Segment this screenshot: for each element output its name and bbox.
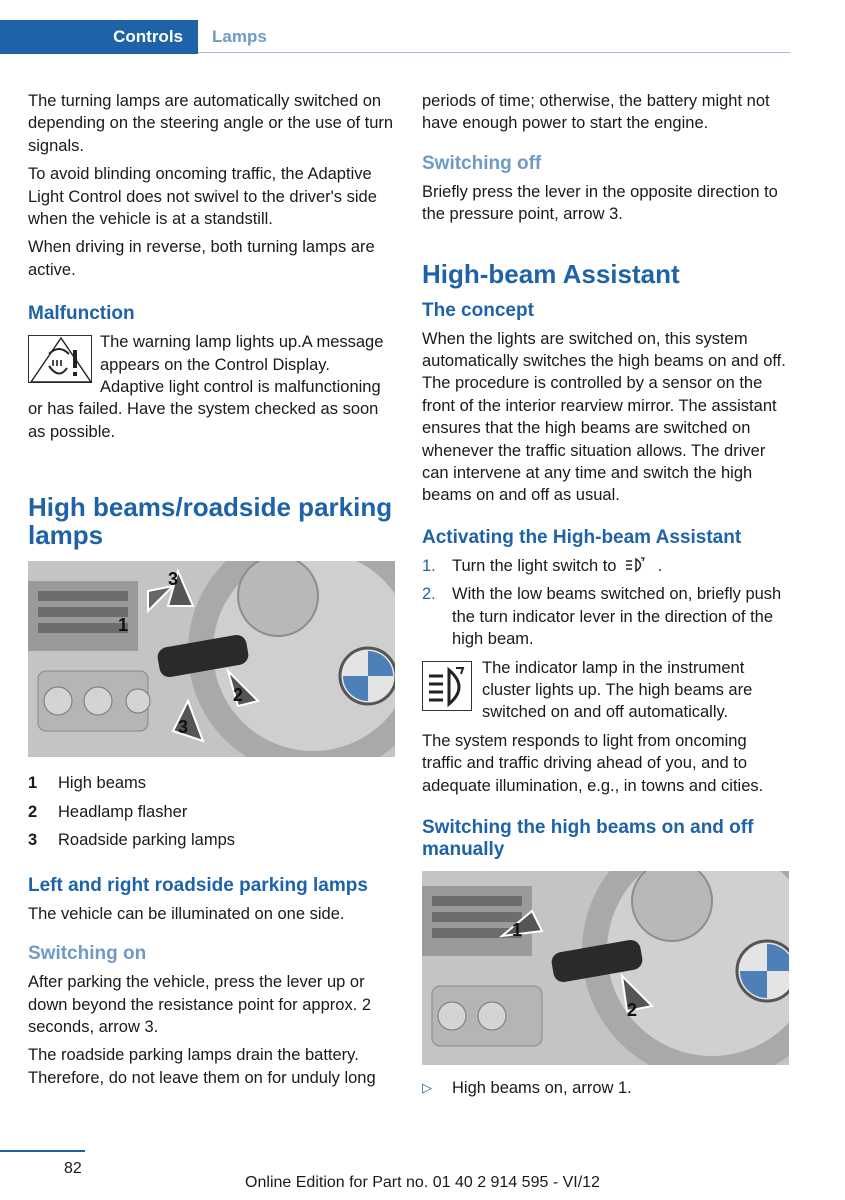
page-number: 82 <box>64 1160 82 1177</box>
concept-heading: The concept <box>422 299 534 321</box>
page-header <box>0 20 790 54</box>
period: . <box>657 556 663 575</box>
warning-triangle-icon <box>28 335 92 383</box>
steering-column-photo <box>28 561 395 757</box>
section-tab <box>0 20 198 54</box>
triangle-bullet-icon: ▷ <box>422 1079 432 1095</box>
svg-text:2: 2 <box>627 999 638 1020</box>
lr-parking-text: The vehicle can be illuminated on one side. <box>28 904 345 923</box>
list-item: 2. With the low beams switched on, briefly push the turn indicator lever in the direction of the high beam. <box>422 585 782 649</box>
hba-heading: High-beam Assistant <box>422 258 680 289</box>
svg-text:1: 1 <box>512 919 523 940</box>
malfunction-text: The warning lamp lights up.A message appears on the Control Display. Adaptive light control is malfunctioning or has failed. Have the system checked as soon as possible. <box>28 333 384 441</box>
malfunction-heading: Malfunction <box>28 303 135 325</box>
switching-off-text: Briefly press the lever in the opposite direction to the pressure point, arrow 3. <box>422 182 778 224</box>
bullet-text: High beams on, arrow 1. <box>452 1078 632 1097</box>
subsection-title: Lamps <box>212 27 267 46</box>
left-column <box>28 90 395 1095</box>
responds-text: The system responds to light from oncoming traffic and traffic driving ahead of you, and to adequate illumination, e.g., in towns and cities. <box>422 731 764 795</box>
switching-off-heading: Switching off <box>422 152 542 174</box>
activation-steps <box>422 555 789 651</box>
svg-text:3: 3 <box>178 717 189 738</box>
high-beams-heading: High beams/roadside parking lamps <box>28 492 393 551</box>
list-item: 1. Turn the light switch to . <box>422 556 663 575</box>
list-item: 3 Roadside parking lamps <box>28 831 236 850</box>
paragraph-turning-lamps: The turning lamps are automatically switched on depending on the steering angle or the use of turn signals. <box>28 92 394 155</box>
footer-rule <box>0 1150 85 1152</box>
malfunction-note <box>28 331 395 443</box>
switching-on-text: After parking the vehicle, press the lever up or down beyond the resistance point for approx. 2 seconds, arrow 3. <box>28 973 372 1036</box>
footer-edition: Online Edition for Part no. 01 40 2 914 595 - VI/12 <box>245 1174 600 1191</box>
continued-text: periods of time; otherwise, the battery might not have enough power to start the engine. <box>422 92 770 133</box>
legend-list <box>28 769 395 855</box>
steering-lever-photo <box>422 871 789 1065</box>
section-title: Controls <box>113 27 183 46</box>
activating-heading: Activating the High-beam Assistant <box>422 526 742 548</box>
bullet-item <box>422 1077 789 1099</box>
indicator-note <box>422 657 789 724</box>
concept-text: When the lights are switched on, this system automatically switches the high beams on and off. The procedure is controlled by a sensor on the front of the interior rearview mirror. The assistant ensures that the high beams are switched on whenever the traffic situation allows. The driver can intervene at any time and switch the high beams on and off as usual. <box>422 329 786 505</box>
svg-text:2: 2 <box>233 685 244 706</box>
lr-parking-heading: Left and right roadside parking lamps <box>28 874 368 896</box>
battery-text: The roadside parking lamps drain the battery. Therefore, do not leave them on for unduly long <box>28 1046 376 1087</box>
right-column <box>422 90 789 1099</box>
paragraph-reverse: When driving in reverse, both turning lamps are active. <box>28 238 375 279</box>
auto-light-icon <box>625 556 653 574</box>
header-rule <box>198 52 790 53</box>
list-item: 2 Headlamp flasher <box>28 802 188 821</box>
high-beam-assistant-icon <box>422 661 472 711</box>
indicator-text: The indicator lamp in the instrument cluster lights up. The high beams are switched on and off automatically. <box>482 658 753 722</box>
switching-on-heading: Switching on <box>28 943 147 965</box>
list-item: 1 High beams <box>28 774 147 793</box>
paragraph-blinding: To avoid blinding oncoming traffic, the Adaptive Light Control does not swivel to the driver's side when the vehicle is at a standstill. <box>28 165 377 229</box>
manual-heading: Switching the high beams on and off manually <box>422 816 754 860</box>
svg-text:3: 3 <box>168 569 179 590</box>
svg-text:1: 1 <box>118 615 129 636</box>
